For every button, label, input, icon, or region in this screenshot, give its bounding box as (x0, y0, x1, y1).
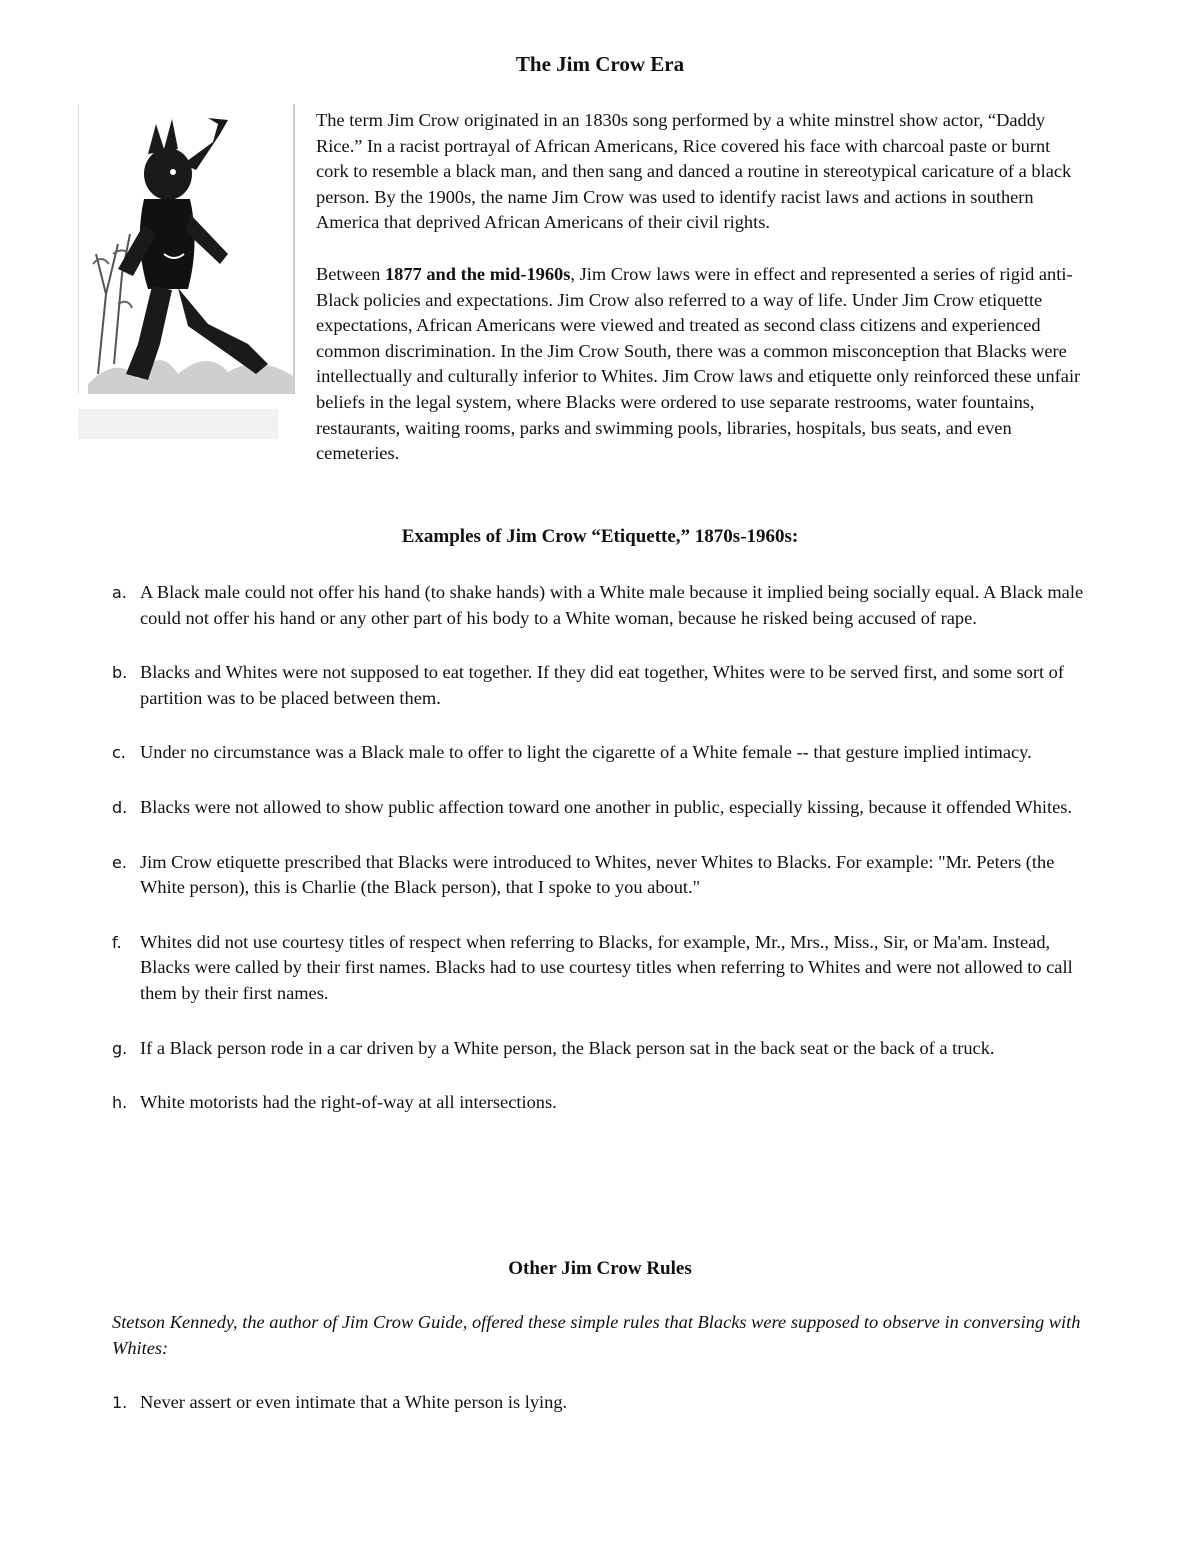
list-item (112, 795, 1087, 821)
list-marker: d. (112, 797, 128, 817)
rules-list (112, 1390, 1087, 1416)
other-rules-heading: Other Jim Crow Rules (508, 1258, 692, 1279)
list-item-text: If a Black person rode in a car driven by a White person, the Black person sat in the back seat or the back of a truck. (140, 1037, 995, 1058)
intro-p2-prefix: Between (316, 263, 385, 284)
intro-paragraph-1: The term Jim Crow originated in an 1830s song performed by a white minstrel show actor, “Daddy Rice.” In a racist portrayal of African Americans, Rice covered his face with charcoal paste or burnt cork to resemble a black man, and then sang and danced a routine in stereotypical caricature of a black person. By the 1900s, the name Jim Crow was used to identify racist laws and actions in southern America that deprived African Americans of their civil rights. (316, 110, 1072, 233)
list-marker: g. (112, 1038, 128, 1058)
intro-text (112, 108, 1087, 467)
intro-p2-body: , Jim Crow laws were in effect and represented a series of rigid anti-Black policies and expectations. Jim Crow also referred to a way of life. Under Jim Crow etiquette expectations, African Americans were viewed and treated as second class citizens and experienced common discrimination. In the Jim Crow South, there was a common misconception that Blacks were intellectually and culturally inferior to Whites. Jim Crow laws and etiquette only reinforced these unfair beliefs in the legal system, where Blacks were ordered to use separate restrooms, water fountains, restaurants, waiting rooms, parks and swimming pools, libraries, hospitals, bus seats, and even cemeteries. (316, 263, 1081, 464)
list-marker: a. (112, 583, 127, 602)
examples-heading: Examples of Jim Crow “Etiquette,” 1870s-1960s: (401, 526, 799, 547)
list-item-text: Under no circumstance was a Black male to offer to light the cigarette of a White female -- that gesture implied intimacy. (140, 742, 1032, 763)
document-title: The Jim Crow Era (515, 52, 685, 76)
list-marker: f. (112, 932, 122, 952)
list-item (112, 580, 1087, 631)
list-item (112, 740, 1087, 766)
list-item-text: Jim Crow etiquette prescribed that Blacks were introduced to Whites, never Whites to Blacks. For example: "Mr. Peters (the White person), this is Charlie (the Black person), that I spoke to you about." (140, 851, 1055, 898)
list-item (112, 1090, 1087, 1116)
list-item-text: Never assert or even intimate that a White person is lying. (140, 1392, 568, 1412)
list-item (112, 660, 1087, 711)
list-marker: h. (112, 1093, 128, 1113)
list-item-text: Blacks and Whites were not supposed to eat together. If they did eat together, Whites were to be served first, and some sort of partition was to be placed between them. (140, 662, 1064, 708)
list-marker: c. (112, 743, 126, 763)
list-item (112, 850, 1087, 901)
list-item (112, 1390, 1087, 1416)
examples-list (112, 580, 1087, 1145)
list-item (112, 1036, 1087, 1062)
list-item (112, 930, 1087, 1007)
image-wrap-space (112, 108, 316, 460)
list-marker: b. (112, 663, 128, 683)
list-item-text: White motorists had the right-of-way at all intersections. (140, 1092, 557, 1113)
list-marker: e. (112, 852, 127, 872)
other-rules-intro: Stetson Kennedy, the author of Jim Crow Guide, offered these simple rules that Blacks were supposed to observe in conversing with Whites: (112, 1312, 1081, 1358)
list-item-text: A Black male could not offer his hand (to shake hands) with a White male because it implied being socially equal. A Black male could not offer his hand or any other part of his body to a White woman, because he risked being accused of rape. (140, 582, 1084, 628)
list-item-text: Whites did not use courtesy titles of respect when referring to Blacks, for example, Mr., Mrs., Miss., Sir, or Ma'am. Instead, Blacks were called by their first names. Blacks had to use courtesy titles when referring to Whites and were not allowed to call them by their first names. (140, 931, 1073, 1003)
list-marker: 1. (112, 1393, 128, 1412)
intro-p2-date-range: 1877 and the mid-1960s (384, 263, 571, 284)
list-item-text: Blacks were not allowed to show public affection toward one another in public, especially kissing, because it offended Whites. (140, 796, 1073, 817)
